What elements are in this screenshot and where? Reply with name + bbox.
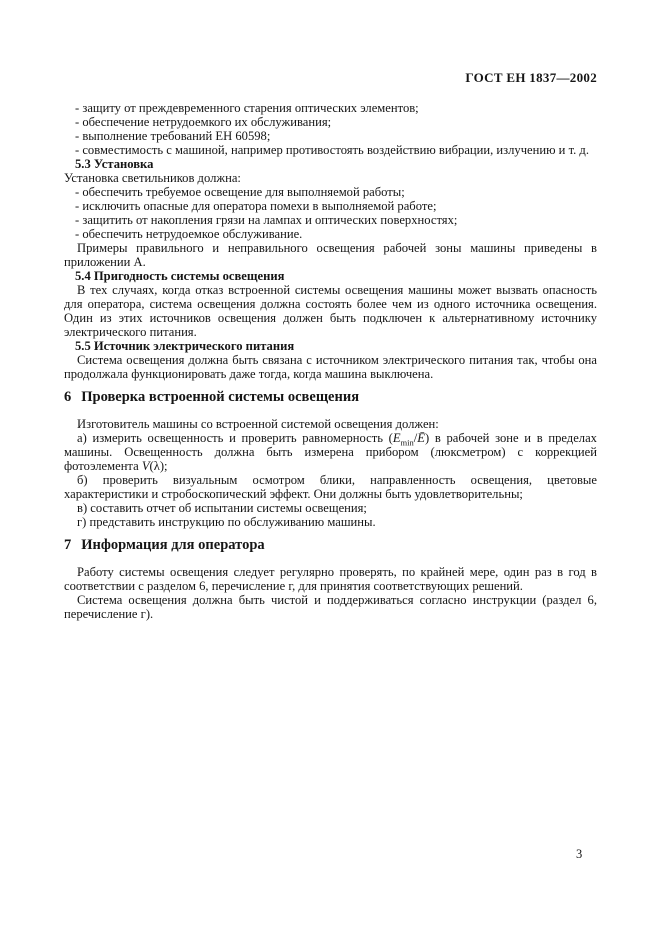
formula-text-before: а) измерить освещенность и проверить равномерность ( <box>77 431 393 445</box>
list-item: - защитить от накопления грязи на лампах и оптических поверхностях; <box>75 213 458 227</box>
section-title-7 <box>64 538 597 552</box>
document-body <box>64 101 597 621</box>
symbol-v-lambda: V <box>141 459 150 473</box>
paragraph-formula <box>64 431 597 473</box>
subsection-title-5-3: 5.3 Установка <box>75 157 154 171</box>
formula-slash: / <box>413 431 418 445</box>
list-item: - выполнение требований ЕН 60598; <box>75 129 271 143</box>
list-item: - обеспечить требуемое освещение для выполняемой работы; <box>75 185 405 199</box>
list-item: - защиту от преждевременного старения оптических элементов; <box>75 101 419 115</box>
section-title-text: Информация для оператора <box>81 537 265 553</box>
paragraph: б) проверить визуальным осмотром блики, направленность освещения, цветовые характеристики и стробоскопический эффект. Они должны быть удовлетворительны; <box>64 473 597 501</box>
paragraph: в) составить отчет об испытании системы освещения; <box>77 501 367 515</box>
section-number: 7 <box>64 537 72 553</box>
list-item: - обеспечение нетрудоемкого их обслуживания; <box>75 115 332 129</box>
paragraph: Система освещения должна быть чистой и поддерживаться согласно инструкции (раздел 6, перечисление г). <box>64 593 597 621</box>
lambda-tail: (λ); <box>149 459 168 473</box>
paragraph: Изготовитель машины со встроенной системой освещения должен: <box>77 417 439 431</box>
paragraph: Работу системы освещения следует регулярно проверять, по крайней мере, один раз в год в соответствии с разделом 6, перечисление г, для принятия соответствующих решений. <box>64 565 597 593</box>
list-item: - обеспечить нетрудоемкое обслуживание. <box>75 227 303 241</box>
subscript-min: min <box>400 437 414 448</box>
symbol-e-avg: Ē <box>417 431 425 445</box>
list-item: - совместимость с машиной, например противостоять воздействию вибрации, излучению и т. д. <box>75 143 589 157</box>
section-number: 6 <box>64 389 72 405</box>
list-item: - исключить опасные для оператора помехи в выполняемой работе; <box>75 199 437 213</box>
section-title-6 <box>64 390 597 404</box>
paragraph: Установка светильников должна: <box>64 171 241 185</box>
section-title-text: Проверка встроенной системы освещения <box>81 389 360 405</box>
paragraph: В тех случаях, когда отказ встроенной системы освещения машины может вызвать опасность для оператора, система освещения должна состоять более чем из одного источника освещения. Один из этих источников освещения должен быть подключен к альтернативному источнику электрического питания. <box>64 283 597 339</box>
subsection-title-5-5: 5.5 Источник электрического питания <box>75 339 295 353</box>
subsection-title-5-4: 5.4 Пригодность системы освещения <box>75 269 285 283</box>
symbol-e-min: E <box>392 431 401 445</box>
page-number: 3 <box>576 847 583 861</box>
paragraph: г) представить инструкцию по обслуживанию машины. <box>77 515 376 529</box>
document-code-header: ГОСТ ЕН 1837—2002 <box>465 70 597 85</box>
paragraph: Примеры правильного и неправильного освещения рабочей зоны машины приведены в приложении А. <box>64 241 597 269</box>
paragraph: Система освещения должна быть связана с источником электрического питания так, чтобы она продолжала функционировать даже тогда, когда машина выключена. <box>64 353 597 381</box>
formula-text-after: ) в рабочей зоне и в пределах машины. Освещенность должна быть измерена прибором (люксметром) с коррекцией фотоэлемента <box>64 431 597 473</box>
